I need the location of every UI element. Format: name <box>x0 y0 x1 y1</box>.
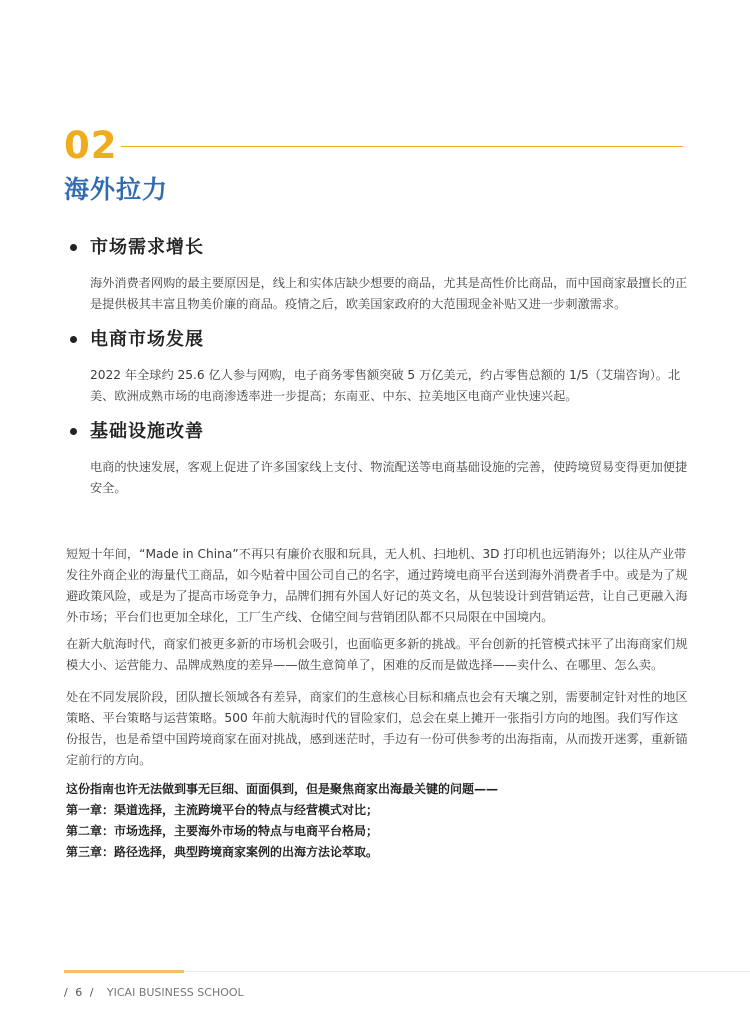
bullet-title: 电商市场发展 <box>90 329 204 350</box>
bullet-body: 海外消费者网购的最主要原因是，线上和实体店缺少想要的商品，尤其是高性价比商品，而中国商家最擅长的正是提供极其丰富且物美价廉的商品。疫情之后，欧美国家政府的大范围现金补贴又进一步刺激需求。 <box>90 276 688 311</box>
paragraph-made-in-china: 短短十年间，“Made in China”不再只有廉价衣服和玩具，无人机、扫地机、3D 打印机也远销海外；以往从产业带发往外商企业的海量代工商品，如今贴着中国公司自己的名字，通过跨境电商平台送到海外消费者手中。或是为了规避政策风险，或是为了提高市场竞争力，品牌们拥有外国人好记的英文名，从包装设计到营销运营，让自己更融入海外市场；平台们也更加全球化，工厂生产线、仓储空间与营销团队都不只局限在中国境内。 <box>66 547 688 624</box>
chapter-3-line: 第三章：路径选择，典型跨境商家案例的出海方法论萃取。 <box>66 845 379 859</box>
summary-intro: 这份指南也许无法做到事无巨细、面面俱到，但是聚焦商家出海最关键的问题—— <box>66 782 499 796</box>
brand-name: YICAI BUSINESS SCHOOL <box>106 986 244 999</box>
section-title: 海外拉力 <box>64 175 169 204</box>
bullet-market-demand <box>70 233 690 315</box>
bullet-dot-icon <box>70 428 77 435</box>
footer-accent-bar <box>64 970 184 973</box>
bullet-title: 基础设施改善 <box>90 421 204 442</box>
chapter-1-line: 第一章：渠道选择，主流跨境平台的特点与经营模式对比； <box>66 803 379 817</box>
bullet-title: 市场需求增长 <box>90 237 204 258</box>
chapter-summary <box>66 779 688 863</box>
bullet-ecommerce-growth <box>70 325 690 407</box>
paragraph-strategy: 处在不同发展阶段，团队擅长领域各有差异，商家们的生意核心目标和痛点也会有天壤之别，需要制定针对性的地区策略、平台策略与运营策略。500 年前大航海时代的冒险家们，总会在桌上摊开一张指引方向的地图。我们写作这份报告，也是希望中国跨境商家在面对挑战，感到迷茫时，手边有一份可供参考的出海指南，从而拨开迷雾，重新锚定前行的方向。 <box>66 690 688 767</box>
page-footer <box>64 985 244 1001</box>
section-number: 02 <box>64 124 118 167</box>
chapter-2-line: 第二章：市场选择，主要海外市场的特点与电商平台格局； <box>66 824 379 838</box>
paragraph-new-voyage: 在新大航海时代，商家们被更多新的市场机会吸引，也面临更多新的挑战。平台创新的托管模式抹平了出海商家们规模大小、运营能力、品牌成熟度的差异——做生意简单了，困难的反而是做选择——卖什么、在哪里、怎么卖。 <box>66 637 688 672</box>
section-divider <box>121 146 683 147</box>
bullet-body: 2022 年全球约 25.6 亿人参与网购，电子商务零售额突破 5 万亿美元，约占零售总额的 1/5（艾瑞咨询）。北美、欧洲成熟市场的电商渗透率进一步提高；东南亚、中东、拉美地区电商产业快速兴起。 <box>90 368 681 403</box>
bullet-infrastructure <box>70 417 690 499</box>
footer-divider <box>184 971 750 972</box>
page-number: / 6 / <box>64 986 96 999</box>
bullet-dot-icon <box>70 336 77 343</box>
bullet-body: 电商的快速发展，客观上促进了许多国家线上支付、物流配送等电商基础设施的完善，使跨境贸易变得更加便捷安全。 <box>90 460 688 495</box>
bullet-dot-icon <box>70 244 77 251</box>
